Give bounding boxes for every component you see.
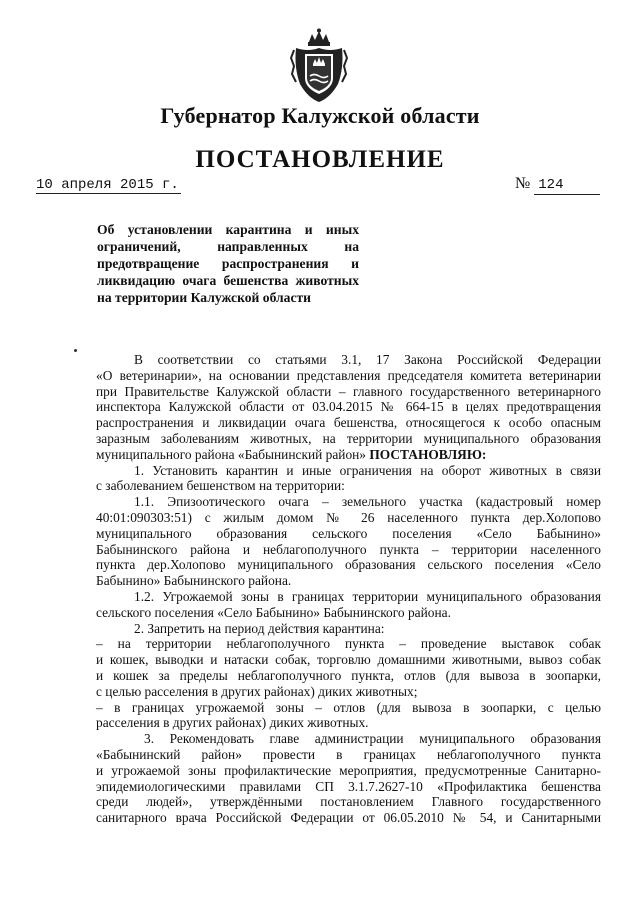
body-line-text: и угрожаемой зоны профилактические мероприятия, предусмотренные Санитарно- xyxy=(96,762,601,778)
body-line xyxy=(96,700,601,716)
body-line xyxy=(96,605,601,621)
body-line xyxy=(96,384,601,400)
body-line xyxy=(96,447,601,463)
subject-line: ограничений, направленных на xyxy=(97,239,359,254)
body-line-text: «Бабынинский район» провести в границах неблагополучного пункта xyxy=(96,746,601,762)
body-line-text: с целью расселения в других районах) диких животных; xyxy=(96,683,418,699)
body-line-text: муниципального района «Бабынинский район» xyxy=(96,446,366,462)
body-line xyxy=(96,399,601,415)
body-line xyxy=(96,589,601,605)
body-line-text: 40:01:090303:51) с жилым домом № 26 населенного пункта дер.Холопово xyxy=(96,509,601,525)
document-number xyxy=(515,175,600,195)
scan-speck xyxy=(74,349,77,352)
number-label: № xyxy=(515,175,531,192)
document-date: 10 апреля 2015 г. xyxy=(36,177,179,193)
body-line-text: 2. Запретить на период действия карантина: xyxy=(134,620,385,636)
body-line-text: и кошек за пределы неблагополучного пункта, отлов (для вывоза в зоопарки, xyxy=(96,667,601,683)
number-value: 124 xyxy=(534,176,600,195)
body-line xyxy=(96,368,601,384)
body-line-text: Бабынинского района и неблагополучного пункта – территории населенного xyxy=(96,541,601,557)
document-body xyxy=(96,352,601,826)
body-line-text: заразным заболеваниям животных, на территории муниципального образования xyxy=(96,430,601,446)
body-line xyxy=(96,779,601,795)
coat-of-arms-emblem xyxy=(290,28,348,104)
body-line-text: с заболеванием бешенством на территории: xyxy=(96,478,345,494)
body-line-text: 1.1. Эпизоотического очага – земельного участка (кадастровый номер xyxy=(134,494,601,510)
resolution-keyword: ПОСТАНОВЛЯЮ: xyxy=(366,446,487,462)
body-line xyxy=(96,715,601,731)
body-line-text: эпидемиологическими правилами СП 3.1.7.2627-10 «Профилактика бешенства xyxy=(96,778,601,794)
body-line xyxy=(96,478,601,494)
body-line-text: «О ветеринарии», на основании представления председателя комитета ветеринарии xyxy=(96,367,601,383)
body-line xyxy=(96,431,601,447)
subject-line: ликвидацию очага бешенства животных xyxy=(97,273,359,288)
body-line xyxy=(96,621,601,637)
body-line xyxy=(96,542,601,558)
body-line-text: санитарного врача Российской Федерации от 06.05.2010 № 54, и Санитарными xyxy=(96,810,601,826)
body-line-text: муниципального образования сельского поселения «Село Бабынино» xyxy=(96,525,601,541)
body-line-text: и кошек, выводки и натаски собак, торговлю домашними животными, вывоз собак xyxy=(96,652,601,668)
body-line xyxy=(96,810,601,826)
document-subject xyxy=(97,221,359,306)
body-line-text: среди людей», утверждёнными постановлением Главного государственного xyxy=(96,794,601,810)
body-line-text: 1. Установить карантин и иные ограничения на оборот животных в связи xyxy=(134,462,601,478)
body-line-text: Бабынино» Бабынинского района. xyxy=(96,573,292,589)
body-line xyxy=(96,668,601,684)
body-line-text: 1.2. Угрожаемой зоны в границах территории муниципального образования xyxy=(134,588,601,604)
body-line xyxy=(96,463,601,479)
body-line-text: – в границах угрожаемой зоны – отлов (для вывоза в зоопарки, с целью xyxy=(96,699,601,715)
subject-line: предотвращение распространения и xyxy=(97,256,359,271)
body-line-text: В соответствии со статьями 3.1, 17 Закона Российской Федерации xyxy=(134,352,601,367)
subject-line: Об установлении карантина и иных xyxy=(97,222,359,237)
body-line-text: при Правительстве Калужской области – главного государственного ветеринарного xyxy=(96,383,601,399)
subject-line: на территории Калужской области xyxy=(97,290,311,305)
body-line xyxy=(96,763,601,779)
issuer-title: Губернатор Калужской области xyxy=(160,103,480,128)
document-type-title: ПОСТАНОВЛЕНИЕ xyxy=(195,146,445,173)
body-line xyxy=(96,573,601,589)
body-line-text: – на территории неблагополучного пункта – проведение выставок собак xyxy=(96,636,601,652)
body-line xyxy=(96,794,601,810)
body-line-text: 3. Рекомендовать главе администрации муниципального образования xyxy=(144,731,601,747)
body-line-text: инспектора Калужской области от 03.04.2015 № 664-15 в целях предотвращения xyxy=(96,399,601,415)
body-line xyxy=(96,510,601,526)
body-line xyxy=(96,526,601,542)
body-line xyxy=(96,731,601,747)
body-line xyxy=(96,415,601,431)
body-line-text: сельского поселения «Село Бабынино» Бабынинского района. xyxy=(96,604,451,620)
body-line xyxy=(96,747,601,763)
body-line xyxy=(96,636,601,652)
body-line xyxy=(96,684,601,700)
body-line xyxy=(96,352,601,368)
body-line-text: расселения в других районах) диких животных. xyxy=(96,715,369,731)
body-line xyxy=(96,557,601,573)
body-line xyxy=(96,652,601,668)
body-line-text: распространения и ликвидации очага бешенства, относящегося к особо опасным xyxy=(96,415,601,431)
body-line xyxy=(96,494,601,510)
body-line-text: пункта дер.Холопово муниципального образования сельского поселения «Село xyxy=(96,557,601,573)
